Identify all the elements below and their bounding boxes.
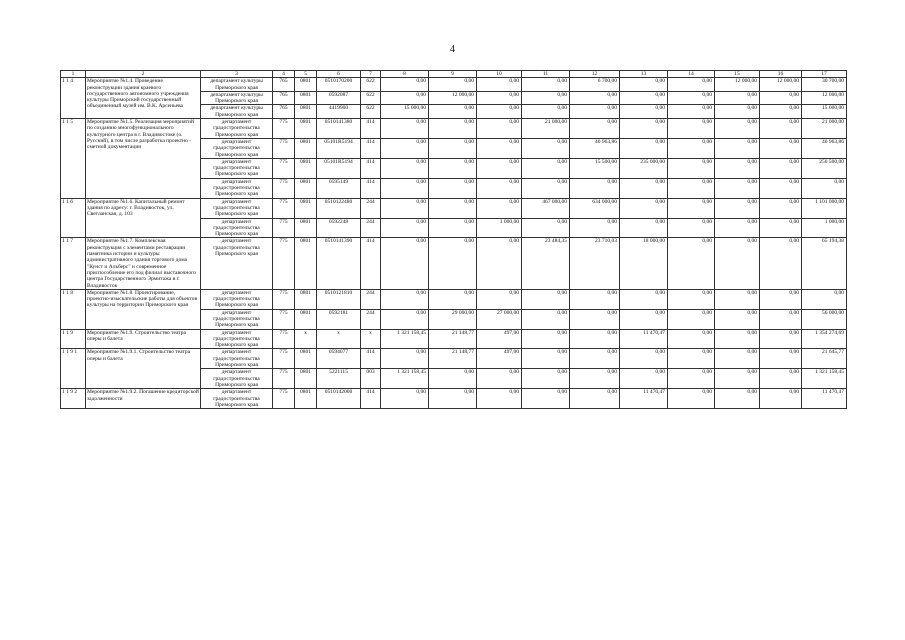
department-cell: департамент градостроительства Приморского края: [201, 389, 273, 409]
code-grbs-cell: 775: [273, 218, 295, 238]
amount-cell: 0,00: [668, 349, 715, 369]
amount-cell: 15 000,00: [802, 105, 847, 119]
code-target-cell: 05101R5194: [317, 158, 361, 178]
header-cell: 17: [802, 71, 847, 78]
amount-cell: 0,00: [381, 198, 429, 218]
department-cell: департамент градостроительства Приморского края: [201, 218, 273, 238]
amount-cell: 0,00: [620, 218, 668, 238]
code-grbs-cell: 775: [273, 198, 295, 218]
header-cell: 8: [381, 71, 429, 78]
code-section-cell: 0801: [295, 238, 317, 289]
amount-cell: 0,00: [477, 238, 522, 289]
department-cell: департамент градостроительства Приморского края: [201, 369, 273, 389]
amount-cell: 30 700,00: [802, 78, 847, 92]
code-section-cell: 0801: [295, 158, 317, 178]
amount-cell: 0,00: [620, 289, 668, 309]
table-row: [61, 119, 847, 139]
amount-cell: 12 000,00: [429, 91, 477, 105]
amount-cell: 250 500,00: [802, 158, 847, 178]
amount-cell: 21 645,77: [802, 349, 847, 369]
code-type-cell: 414: [361, 389, 381, 409]
amount-cell: 634 000,00: [570, 198, 620, 218]
page-number: 4: [450, 44, 455, 55]
code-section-cell: 0801: [295, 78, 317, 92]
amount-cell: 0,00: [715, 158, 760, 178]
row-code: 1 1 9 1: [61, 349, 86, 389]
department-cell: департамент культуры Приморского края: [201, 78, 273, 92]
measure-name: Мероприятие №1.4. Проведение реконструкции здания краевого государственного автономного учреждения культуры Приморский государственный объединенный музей им. В.К. Арсеньева: [86, 78, 201, 119]
amount-cell: 0,00: [620, 138, 668, 158]
code-grbs-cell: 775: [273, 329, 295, 349]
amount-cell: 0,00: [570, 349, 620, 369]
table-row: [61, 329, 847, 349]
code-type-cell: 244: [361, 289, 381, 309]
amount-cell: 1 321 158,45: [381, 369, 429, 389]
amount-cell: 0,00: [570, 289, 620, 309]
amount-cell: 0,00: [760, 369, 802, 389]
amount-cell: 0,00: [668, 289, 715, 309]
amount-cell: 0,00: [570, 369, 620, 389]
amount-cell: 0,00: [429, 138, 477, 158]
header-cell: 11: [522, 71, 570, 78]
department-cell: департамент градостроительства Приморского края: [201, 198, 273, 218]
amount-cell: 0,00: [668, 91, 715, 105]
amount-cell: 12 000,00: [715, 78, 760, 92]
code-target-cell: 0592087: [317, 91, 361, 105]
amount-cell: 0,00: [668, 138, 715, 158]
amount-cell: 0,00: [381, 349, 429, 369]
amount-cell: 0,00: [429, 218, 477, 238]
code-grbs-cell: 775: [273, 369, 295, 389]
amount-cell: 0,00: [620, 349, 668, 369]
amount-cell: 0,00: [429, 389, 477, 409]
amount-cell: 0,00: [668, 389, 715, 409]
amount-cell: 0,00: [522, 329, 570, 349]
amount-cell: 0,00: [760, 198, 802, 218]
header-cell: 12: [570, 71, 620, 78]
amount-cell: 11 470,47: [620, 389, 668, 409]
code-grbs-cell: 765: [273, 91, 295, 105]
amount-cell: 467 000,00: [522, 198, 570, 218]
code-target-cell: 0594077: [317, 349, 361, 369]
amount-cell: 0,00: [570, 105, 620, 119]
amount-cell: 0,00: [668, 369, 715, 389]
department-cell: департамент градостроительства Приморского края: [201, 329, 273, 349]
amount-cell: 12 000,00: [802, 91, 847, 105]
code-section-cell: 0801: [295, 369, 317, 389]
amount-cell: 15 000,00: [381, 105, 429, 119]
amount-cell: 65 194,38: [802, 238, 847, 289]
amount-cell: 0,00: [668, 238, 715, 289]
amount-cell: 0,00: [522, 289, 570, 309]
amount-cell: 0,00: [715, 289, 760, 309]
amount-cell: 0,00: [760, 138, 802, 158]
amount-cell: 0,00: [477, 138, 522, 158]
amount-cell: 6 700,00: [570, 78, 620, 92]
amount-cell: 0,00: [620, 91, 668, 105]
amount-cell: 0,00: [715, 105, 760, 119]
amount-cell: 21 148,77: [429, 329, 477, 349]
amount-cell: 0,00: [429, 238, 477, 289]
amount-cell: 0,00: [620, 78, 668, 92]
row-code: 1 1 4: [61, 78, 86, 119]
header-cell: 5: [295, 71, 317, 78]
amount-cell: 0,00: [522, 78, 570, 92]
amount-cell: 0,00: [381, 238, 429, 289]
code-type-cell: 622: [361, 78, 381, 92]
amount-cell: 235 000,00: [620, 158, 668, 178]
amount-cell: 0,00: [715, 198, 760, 218]
amount-cell: 0,00: [760, 119, 802, 139]
header-cell: 15: [715, 71, 760, 78]
amount-cell: 0,00: [760, 238, 802, 289]
amount-cell: 0,00: [620, 198, 668, 218]
amount-cell: 0,00: [715, 238, 760, 289]
amount-cell: 0,00: [429, 289, 477, 309]
amount-cell: 0,00: [668, 309, 715, 329]
code-type-cell: 414: [361, 158, 381, 178]
code-grbs-cell: 775: [273, 178, 295, 198]
code-grbs-cell: 765: [273, 78, 295, 92]
code-type-cell: 244: [361, 309, 381, 329]
amount-cell: 0,00: [429, 119, 477, 139]
code-grbs-cell: 775: [273, 138, 295, 158]
amount-cell: 27 000,00: [477, 309, 522, 329]
budget-table: [60, 70, 847, 409]
department-cell: департамент градостроительства Приморского края: [201, 158, 273, 178]
measure-name: Мероприятие №1.9.1. Строительство театра оперы и балета: [86, 349, 201, 389]
amount-cell: 0,00: [802, 289, 847, 309]
table-row: [61, 238, 847, 289]
amount-cell: 40 963,86: [570, 138, 620, 158]
department-cell: департамент культуры Приморского края: [201, 91, 273, 105]
amount-cell: 0,00: [429, 158, 477, 178]
code-target-cell: х: [317, 329, 361, 349]
budget-table-sheet: [60, 70, 842, 409]
amount-cell: 0,00: [429, 105, 477, 119]
row-code: 1 1 7: [61, 238, 86, 289]
row-code: 1 1 9: [61, 329, 86, 349]
code-type-cell: 622: [361, 91, 381, 105]
amount-cell: 23 710,03: [570, 238, 620, 289]
amount-cell: 0,00: [381, 78, 429, 92]
amount-cell: 1 321 158,45: [802, 369, 847, 389]
code-grbs-cell: 775: [273, 238, 295, 289]
amount-cell: 0,00: [570, 91, 620, 105]
amount-cell: 0,00: [477, 158, 522, 178]
amount-cell: 0,00: [715, 389, 760, 409]
code-type-cell: 414: [361, 349, 381, 369]
code-target-cell: 5221115: [317, 369, 361, 389]
amount-cell: 0,00: [668, 78, 715, 92]
amount-cell: 0,00: [715, 119, 760, 139]
table-row: [61, 349, 847, 369]
amount-cell: 0,00: [381, 289, 429, 309]
amount-cell: 0,00: [668, 198, 715, 218]
amount-cell: 497,00: [477, 349, 522, 369]
department-cell: департамент градостроительства Приморского края: [201, 178, 273, 198]
amount-cell: 0,00: [477, 198, 522, 218]
code-grbs-cell: 775: [273, 389, 295, 409]
header-cell: 7: [361, 71, 381, 78]
header-cell: 4: [273, 71, 295, 78]
measure-name: Мероприятие №1.9. Строительство театра оперы и балета: [86, 329, 201, 349]
amount-cell: 0,00: [570, 329, 620, 349]
header-cell: 6: [317, 71, 361, 78]
amount-cell: 0,00: [760, 309, 802, 329]
amount-cell: 0,00: [668, 158, 715, 178]
code-type-cell: 414: [361, 119, 381, 139]
code-target-cell: 0595149: [317, 178, 361, 198]
table-row: [61, 289, 847, 309]
amount-cell: 0,00: [570, 218, 620, 238]
code-type-cell: 244: [361, 218, 381, 238]
amount-cell: 0,00: [570, 178, 620, 198]
measure-name: Мероприятие №1.5. Реализация мероприятий по созданию многофункционального культурного центра в г. Владивостоке (о. Русский), в том числе разработка проектно - сметной документации: [86, 119, 201, 199]
amount-cell: 0,00: [477, 389, 522, 409]
amount-cell: 0,00: [668, 119, 715, 139]
amount-cell: 11 470,47: [620, 329, 668, 349]
code-section-cell: 0801: [295, 105, 317, 119]
amount-cell: 0,00: [760, 289, 802, 309]
code-grbs-cell: 775: [273, 349, 295, 369]
header-cell: 1: [61, 71, 86, 78]
amount-cell: 29 000,00: [429, 309, 477, 329]
code-type-cell: х: [361, 329, 381, 349]
code-grbs-cell: 775: [273, 119, 295, 139]
amount-cell: 0,00: [381, 138, 429, 158]
code-grbs-cell: 775: [273, 309, 295, 329]
department-cell: департамент градостроительства Приморского края: [201, 119, 273, 139]
code-section-cell: 0801: [295, 389, 317, 409]
amount-cell: 23 484,35: [522, 238, 570, 289]
amount-cell: 0,00: [760, 218, 802, 238]
amount-cell: 0,00: [522, 91, 570, 105]
amount-cell: 0,00: [760, 178, 802, 198]
amount-cell: 0,00: [381, 309, 429, 329]
code-section-cell: 0801: [295, 178, 317, 198]
amount-cell: 18 000,00: [620, 238, 668, 289]
amount-cell: 0,00: [620, 309, 668, 329]
code-target-cell: 0510142000: [317, 389, 361, 409]
amount-cell: 0,00: [477, 369, 522, 389]
amount-cell: 0,00: [522, 105, 570, 119]
amount-cell: 1 354 274,69: [802, 329, 847, 349]
table-row: [61, 78, 847, 92]
amount-cell: 0,00: [668, 105, 715, 119]
code-section-cell: 0801: [295, 218, 317, 238]
code-target-cell: 0510170200: [317, 78, 361, 92]
code-type-cell: 414: [361, 138, 381, 158]
code-section-cell: 0801: [295, 138, 317, 158]
code-section-cell: 0801: [295, 198, 317, 218]
amount-cell: 0,00: [522, 389, 570, 409]
code-section-cell: 0801: [295, 119, 317, 139]
amount-cell: 1 000,00: [802, 218, 847, 238]
amount-cell: 12 000,00: [760, 78, 802, 92]
amount-cell: 0,00: [477, 289, 522, 309]
amount-cell: 0,00: [477, 91, 522, 105]
header-cell: 14: [668, 71, 715, 78]
code-section-cell: 0801: [295, 349, 317, 369]
amount-cell: 0,00: [715, 349, 760, 369]
amount-cell: 0,00: [668, 178, 715, 198]
code-target-cell: 05101R5194: [317, 138, 361, 158]
amount-cell: 0,00: [381, 119, 429, 139]
amount-cell: 0,00: [429, 178, 477, 198]
header-cell: 10: [477, 71, 522, 78]
amount-cell: 0,00: [522, 178, 570, 198]
code-grbs-cell: 775: [273, 289, 295, 309]
row-code: 1 1 6: [61, 198, 86, 238]
code-target-cell: 0510141390: [317, 238, 361, 289]
department-cell: департамент градостроительства Приморского края: [201, 309, 273, 329]
amount-cell: 0,00: [381, 178, 429, 198]
amount-cell: 0,00: [570, 389, 620, 409]
amount-cell: 1 321 158,45: [381, 329, 429, 349]
amount-cell: 0,00: [477, 178, 522, 198]
amount-cell: 0,00: [477, 105, 522, 119]
header-cell: 2: [86, 71, 201, 78]
amount-cell: 0,00: [620, 105, 668, 119]
header-cell: 9: [429, 71, 477, 78]
amount-cell: 0,00: [522, 309, 570, 329]
amount-cell: 0,00: [715, 369, 760, 389]
code-section-cell: х: [295, 329, 317, 349]
amount-cell: 21 000,00: [522, 119, 570, 139]
code-target-cell: 0510122480: [317, 198, 361, 218]
header-cell: 3: [201, 71, 273, 78]
amount-cell: 0,00: [522, 158, 570, 178]
amount-cell: 0,00: [522, 138, 570, 158]
code-grbs-cell: 775: [273, 158, 295, 178]
amount-cell: 0,00: [522, 349, 570, 369]
amount-cell: 0,00: [715, 309, 760, 329]
code-grbs-cell: 765: [273, 105, 295, 119]
amount-cell: 0,00: [760, 389, 802, 409]
code-type-cell: 244: [361, 198, 381, 218]
code-type-cell: 414: [361, 238, 381, 289]
code-type-cell: 622: [361, 105, 381, 119]
department-cell: департамент градостроительства Приморского края: [201, 138, 273, 158]
header-cell: 16: [760, 71, 802, 78]
code-target-cell: 0592181: [317, 309, 361, 329]
amount-cell: 0,00: [429, 78, 477, 92]
amount-cell: 0,00: [522, 369, 570, 389]
amount-cell: 0,00: [620, 119, 668, 139]
measure-name: Мероприятие №1.6. Капитальный ремонт здания по адресу: г. Владивосток, ул. Светланская, д. 103: [86, 198, 201, 238]
amount-cell: 0,00: [715, 218, 760, 238]
amount-cell: 0,00: [477, 119, 522, 139]
amount-cell: 1 101 000,00: [802, 198, 847, 218]
amount-cell: 0,00: [668, 218, 715, 238]
amount-cell: 21 148,77: [429, 349, 477, 369]
header-cell: 13: [620, 71, 668, 78]
code-target-cell: 0510141380: [317, 119, 361, 139]
table-row: [61, 389, 847, 409]
department-cell: департамент градостроительства Приморского края: [201, 349, 273, 369]
amount-cell: 11 470,47: [802, 389, 847, 409]
amount-cell: 0,00: [429, 198, 477, 218]
row-code: 1 1 9 2: [61, 389, 86, 409]
code-target-cell: 0510121810: [317, 289, 361, 309]
amount-cell: 0,00: [760, 91, 802, 105]
amount-cell: 0,00: [715, 138, 760, 158]
department-cell: департамент градостроительства Приморского края: [201, 238, 273, 289]
code-target-cell: 0592248: [317, 218, 361, 238]
department-cell: департамент градостроительства Приморского края: [201, 289, 273, 309]
amount-cell: 15 500,00: [570, 158, 620, 178]
amount-cell: 0,00: [570, 119, 620, 139]
code-target-cell: 4419900: [317, 105, 361, 119]
code-type-cell: 003: [361, 369, 381, 389]
amount-cell: 0,00: [522, 218, 570, 238]
amount-cell: 0,00: [760, 349, 802, 369]
department-cell: департамент культуры Приморского края: [201, 105, 273, 119]
measure-name: Мероприятие №1.8. Проектирование, проектно-изыскательские работы для объектов культуры на территории Приморского края: [86, 289, 201, 329]
amount-cell: 0,00: [620, 178, 668, 198]
table-row: [61, 198, 847, 218]
amount-cell: 0,00: [760, 329, 802, 349]
amount-cell: 0,00: [477, 78, 522, 92]
code-section-cell: 0801: [295, 309, 317, 329]
code-section-cell: 0801: [295, 289, 317, 309]
amount-cell: 0,00: [429, 369, 477, 389]
amount-cell: 1 000,00: [477, 218, 522, 238]
amount-cell: 56 000,00: [802, 309, 847, 329]
amount-cell: 0,00: [668, 329, 715, 349]
amount-cell: 0,00: [381, 389, 429, 409]
table-header-row: [61, 71, 847, 78]
code-section-cell: 0801: [295, 91, 317, 105]
amount-cell: 0,00: [715, 178, 760, 198]
measure-name: Мероприятие №1.7. Комплексная реконструкция с элементами реставрации памятника истории и культуры административного здания торгового дома "Кунст и Альберс" и современное приспособление его под филиал выставочного центра Государственного Эрмитажа в г. Владивосток: [86, 238, 201, 289]
amount-cell: 0,00: [570, 309, 620, 329]
amount-cell: 0,00: [381, 158, 429, 178]
amount-cell: 0,00: [381, 218, 429, 238]
measure-name: Мероприятие №1.9.2. Погашение кредиторской задолженности: [86, 389, 201, 409]
amount-cell: 40 963,86: [802, 138, 847, 158]
amount-cell: 0,00: [760, 158, 802, 178]
amount-cell: 497,00: [477, 329, 522, 349]
amount-cell: 0,00: [620, 369, 668, 389]
code-type-cell: 414: [361, 178, 381, 198]
row-code: 1 1 5: [61, 119, 86, 199]
amount-cell: 0,00: [802, 178, 847, 198]
amount-cell: 0,00: [381, 91, 429, 105]
amount-cell: 0,00: [760, 105, 802, 119]
amount-cell: 0,00: [715, 91, 760, 105]
amount-cell: 0,00: [715, 329, 760, 349]
amount-cell: 21 000,00: [802, 119, 847, 139]
row-code: 1 1 8: [61, 289, 86, 329]
